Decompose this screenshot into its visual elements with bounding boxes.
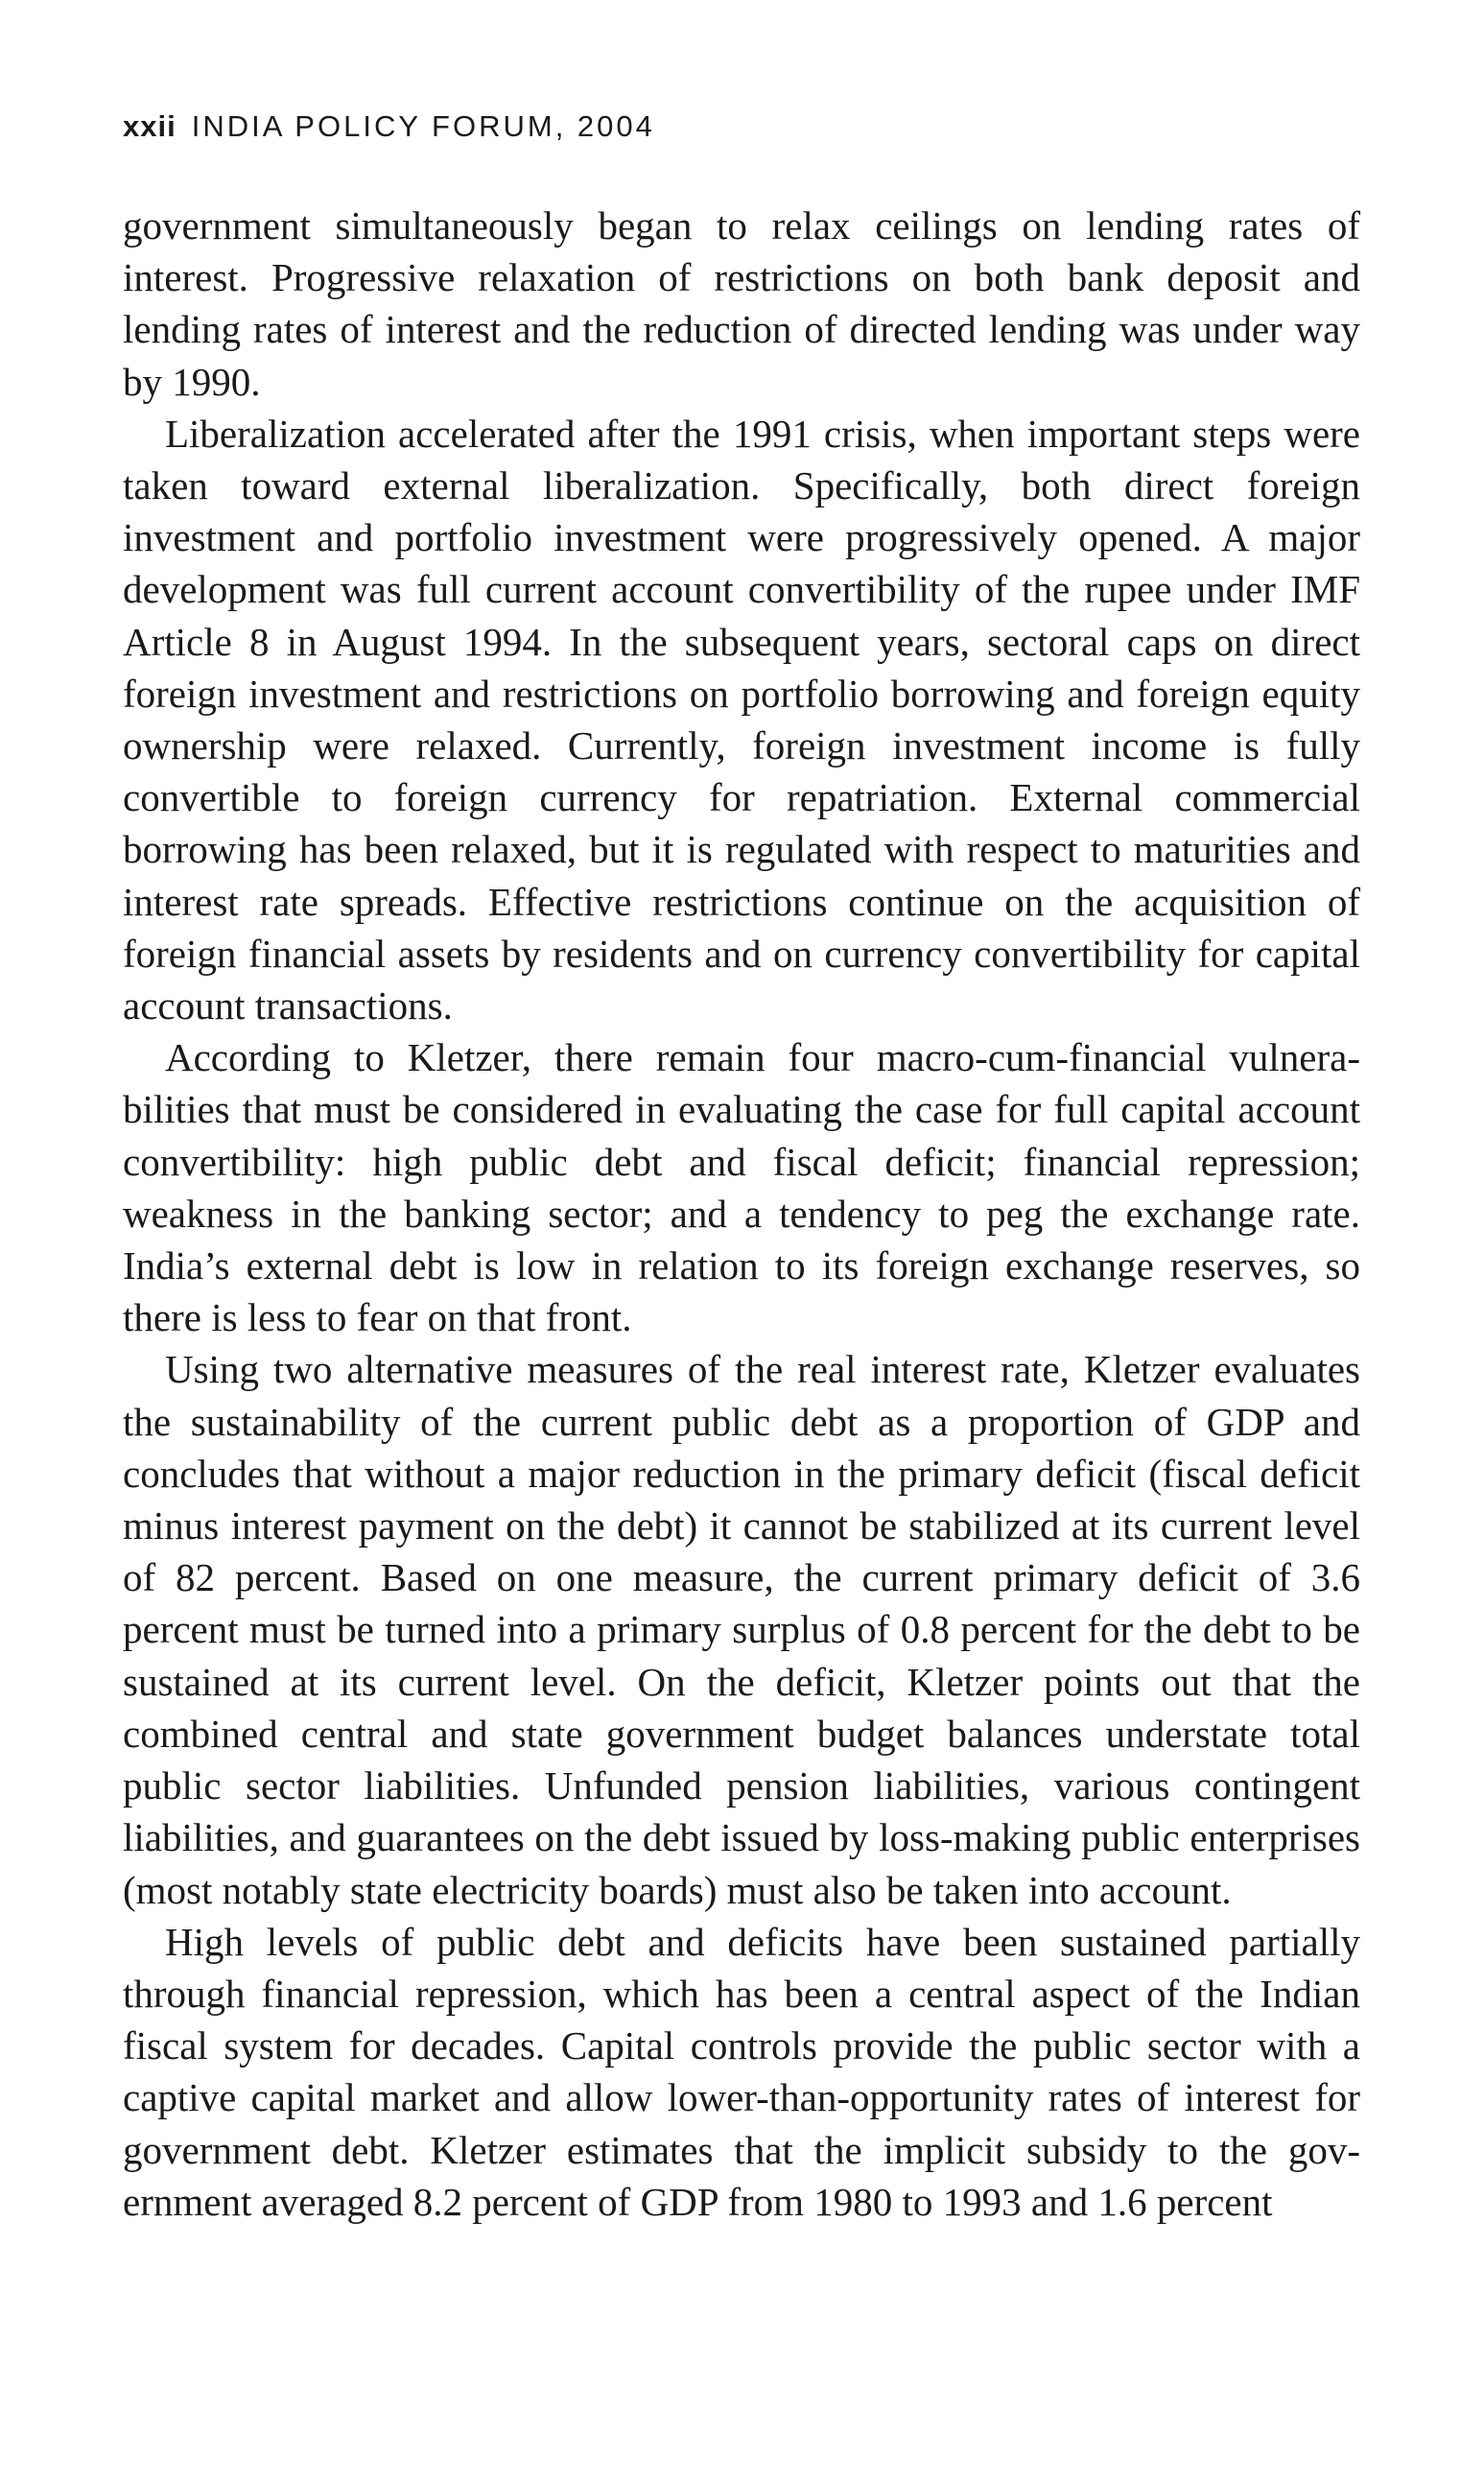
paragraph: High levels of public debt and deficits have been sustained partially through financial repression, which has been a central aspect of the Indian fiscal system for decades. Capital controls provide the public sector with a captive capital market and allow lower-than-opportunity rates of interest for government debt. Kletzer estimates that the implicit subsidy to the government averaged 8.2 percent of GDP from 1980 to 1993 and 1.6 percent <box>123 1919 1360 2224</box>
body-text <box>123 200 1360 2228</box>
page-number: xxii <box>123 109 177 143</box>
paragraph: Using two alternative measures of the real interest rate, Kletzer evaluates the sustainability of the current public debt as a proportion of GDP and concludes that without a major reduction in the primary deficit (fiscal deficit minus interest payment on the debt) it cannot be stabilized at its current level of 82 percent. Based on one measure, the current primary deficit of 3.6 percent must be turned into a primary surplus of 0.8 percent for the debt to be sustained at its current level. On the deficit, Kletzer points out that the combined central and state government budget balances understate total public sector liabilities. Unfunded pension liabilities, various contingent liabilities, and guarantees on the debt issued by loss-making public enterprises (most notably state electricity boards) must also be taken into account. <box>123 1347 1360 1912</box>
running-head <box>123 107 655 146</box>
paragraph: Liberalization accelerated after the 1991 crisis, when important steps were taken toward external liberalization. Specifically, both direct foreign investment and portfolio investment were progressively opened. A major development was full current account convertibility of the rupee under IMF Article 8 in August 1994. In the subsequent years, sectoral caps on direct foreign investment and restrictions on portfolio borrowing and foreign equity ownership were relaxed. Currently, foreign investment income is fully convertible to foreign currency for repatriation. External commercial borrowing has been relaxed, but it is regulated with respect to maturities and interest rate spreads. Effective restrictions continue on the acquisition of foreign financial assets by residents and on currency convertibility for capital account transactions. <box>123 411 1360 1028</box>
running-title: INDIA POLICY FORUM, 2004 <box>191 109 655 143</box>
paragraph: According to Kletzer, there remain four macro-cum-financial vulnerabilities that must be considered in evaluating the case for full capital account convertibility: high public debt and fiscal deficit; financial repression; weakness in the banking sector; and a tendency to peg the exchange rate. India’s external debt is low in relation to its foreign exchange reserves, so there is less to fear on that front. <box>123 1035 1360 1340</box>
paragraph-continued: government simultaneously began to relax ceilings on lending rates of interest. Progressive relaxation of restrictions on both bank deposit and lending rates of interest and the reduction of directed lending was under way by 1990. <box>123 203 1360 404</box>
